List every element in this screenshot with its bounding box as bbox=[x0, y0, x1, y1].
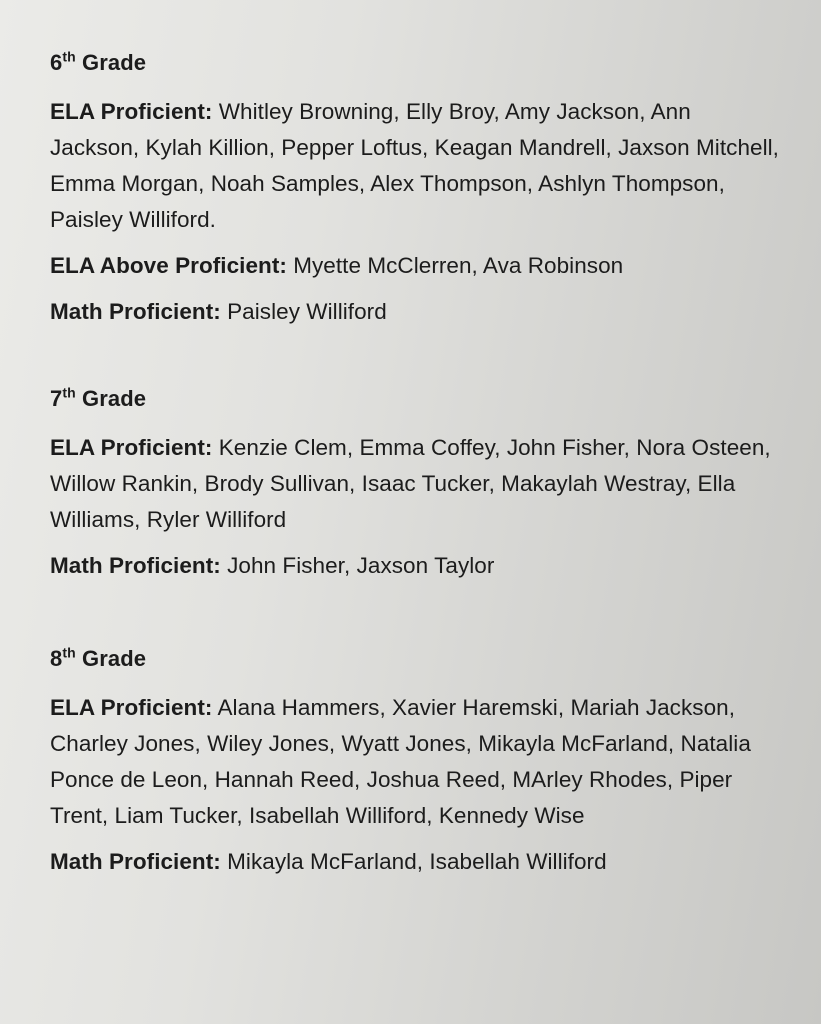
section-spacer bbox=[50, 594, 780, 646]
grade-7-section bbox=[50, 386, 780, 584]
grade-8-section bbox=[50, 646, 780, 880]
grade-6-math-proficient bbox=[50, 294, 780, 330]
grade-number: 6 bbox=[50, 50, 63, 75]
grade-7-ela-proficient bbox=[50, 430, 780, 538]
grade-6-ela-proficient bbox=[50, 94, 780, 238]
entry-names: John Fisher, Jaxson Taylor bbox=[227, 553, 495, 578]
entry-names: Alana Hammers, Xavier Haremski, Mariah Jackson, Charley Jones, Wiley Jones, Wyatt Jones, Mikayla McFarland, Natalia Ponce de Leon, Hannah Reed, Joshua Reed, MArley Rhodes, Piper Trent, Liam Tucker, Isabellah Williford, Kennedy Wise bbox=[50, 695, 751, 828]
grade-word: Grade bbox=[81, 50, 147, 75]
grade-6-heading bbox=[50, 50, 780, 76]
entry-label: ELA Proficient: bbox=[50, 99, 213, 124]
grade-ordinal-suffix: th bbox=[62, 384, 76, 401]
grade-number: 8 bbox=[50, 646, 63, 671]
grade-word: Grade bbox=[81, 646, 147, 671]
grade-6-section bbox=[50, 50, 780, 330]
document-page bbox=[50, 50, 780, 890]
grade-number: 7 bbox=[50, 386, 63, 411]
grade-8-heading bbox=[50, 646, 780, 672]
entry-names: Kenzie Clem, Emma Coffey, John Fisher, Nora Osteen, Willow Rankin, Brody Sullivan, Isaac Tucker, Makaylah Westray, Ella Williams, Ryler Williford bbox=[50, 435, 771, 532]
grade-8-math-proficient bbox=[50, 844, 780, 880]
entry-label: Math Proficient: bbox=[50, 553, 221, 578]
grade-ordinal-suffix: th bbox=[62, 644, 76, 661]
entry-label: Math Proficient: bbox=[50, 849, 221, 874]
entry-label: ELA Above Proficient: bbox=[50, 253, 287, 278]
grade-7-heading bbox=[50, 386, 780, 412]
entry-label: Math Proficient: bbox=[50, 299, 221, 324]
entry-names: Paisley Williford bbox=[227, 299, 387, 324]
entry-names: Mikayla McFarland, Isabellah Williford bbox=[227, 849, 607, 874]
entry-label: ELA Proficient: bbox=[50, 695, 213, 720]
entry-label: ELA Proficient: bbox=[50, 435, 213, 460]
grade-7-math-proficient bbox=[50, 548, 780, 584]
grade-8-ela-proficient bbox=[50, 690, 780, 834]
grade-ordinal-suffix: th bbox=[62, 48, 76, 65]
entry-names: Myette McClerren, Ava Robinson bbox=[293, 253, 624, 278]
grade-word: Grade bbox=[81, 386, 147, 411]
section-spacer bbox=[50, 340, 780, 386]
entry-names: Whitley Browning, Elly Broy, Amy Jackson, Ann Jackson, Kylah Killion, Pepper Loftus, Keagan Mandrell, Jaxson Mitchell, Emma Morgan, Noah Samples, Alex Thompson, Ashlyn Thompson, Paisley Williford. bbox=[50, 99, 779, 232]
grade-6-ela-above-proficient bbox=[50, 248, 780, 284]
